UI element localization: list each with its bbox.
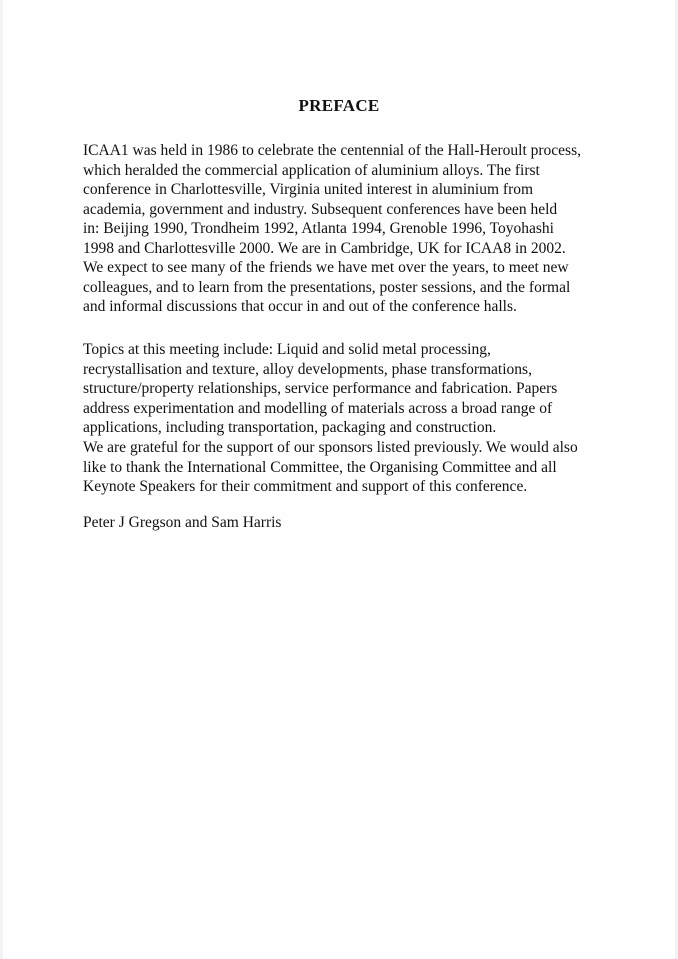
page-title: PREFACE bbox=[298, 96, 380, 115]
paragraph-intro bbox=[83, 141, 603, 317]
paragraph-thanks bbox=[83, 438, 603, 497]
text-line: 1998 and Charlottesville 2000. We are in Cambridge, UK for ICAA8 in 2002. bbox=[83, 239, 566, 257]
text-line: We are grateful for the support of our sponsors listed previously. We would also bbox=[83, 439, 578, 456]
text-line: We expect to see many of the friends we have met over the years, to meet new bbox=[83, 259, 569, 276]
text-line: colleagues, and to learn from the presentations, poster sessions, and the formal bbox=[83, 278, 571, 296]
text-line: in: Beijing 1990, Trondheim 1992, Atlanta 1994, Grenoble 1996, Toyohashi bbox=[83, 220, 554, 237]
signature: Peter J Gregson and Sam Harris bbox=[83, 514, 282, 531]
text-line: Topics at this meeting include: Liquid and solid metal processing, bbox=[83, 341, 491, 358]
scan-edge-left bbox=[0, 0, 3, 959]
text-line: like to thank the International Committee, the Organising Committee and all bbox=[83, 458, 557, 476]
text-line: recrystallisation and texture, alloy developments, phase transformations, bbox=[83, 360, 532, 378]
text-line: address experimentation and modelling of materials across a broad range of bbox=[83, 399, 553, 417]
text-line: applications, including transportation, packaging and construction. bbox=[83, 419, 497, 436]
paragraph-topics bbox=[83, 340, 603, 438]
text-line: and informal discussions that occur in and out of the conference halls. bbox=[83, 298, 517, 315]
text-line: academia, government and industry. Subsequent conferences have been held bbox=[83, 200, 558, 218]
text-line: ICAA1 was held in 1986 to celebrate the centennial of the Hall-Heroult process, bbox=[83, 142, 581, 159]
text-line: conference in Charlottesville, Virginia united interest in aluminium from bbox=[83, 181, 534, 198]
text-line: which heralded the commercial application of aluminium alloys. The first bbox=[83, 161, 540, 179]
text-line: structure/property relationships, service performance and fabrication. Papers bbox=[83, 380, 558, 397]
text-line: Keynote Speakers for their commitment and support of this conference. bbox=[83, 478, 528, 495]
